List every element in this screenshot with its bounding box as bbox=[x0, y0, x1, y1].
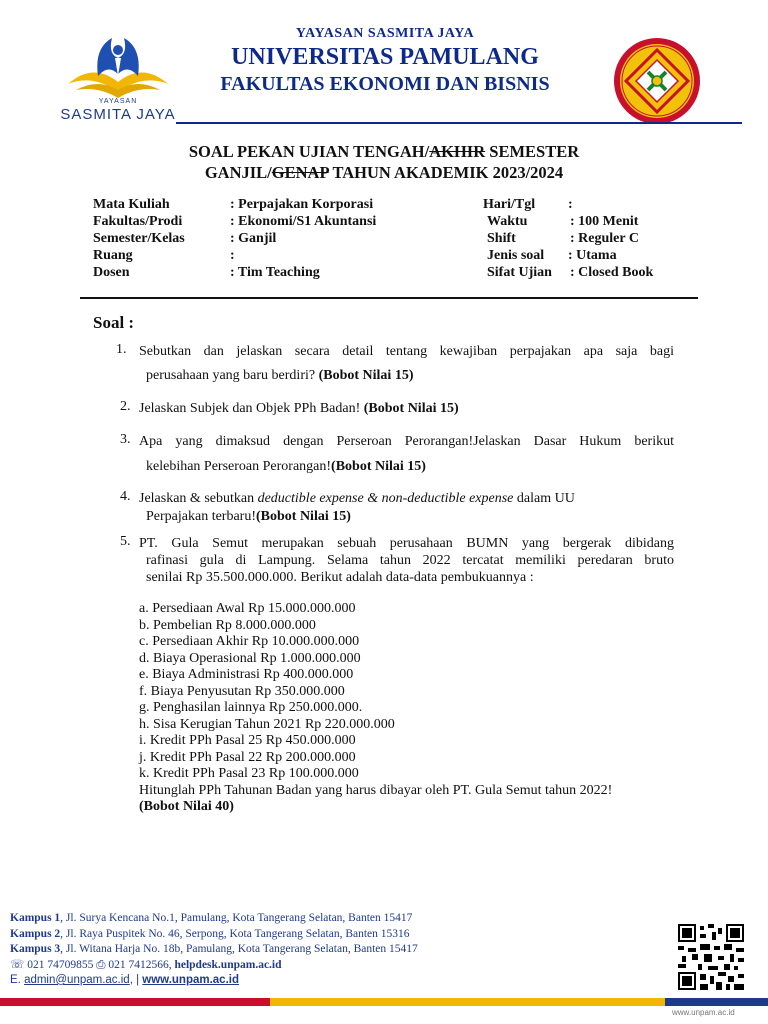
exam-title-part: GANJIL/ bbox=[204, 163, 272, 182]
email-label: E. bbox=[10, 974, 25, 986]
website-link[interactable]: www.unpam.ac.id bbox=[142, 974, 239, 986]
info-left-values bbox=[230, 196, 376, 281]
fax-icon: ⎙ bbox=[96, 958, 106, 971]
phone-icon: ☏ bbox=[10, 958, 25, 971]
logo-name-text: SASMITA JAYA bbox=[60, 106, 176, 123]
campus-1 bbox=[10, 911, 418, 927]
info-value: : Reguler C bbox=[570, 231, 639, 246]
question-weight: (Bobot Nilai 15) bbox=[256, 509, 351, 524]
campus-label: Kampus 1 bbox=[10, 912, 61, 924]
question-number: 3. bbox=[120, 432, 131, 447]
list-item: j. Kredit PPh Pasal 22 Rp 200.000.000 bbox=[139, 749, 356, 765]
question-weight: (Bobot Nilai 15) bbox=[363, 401, 459, 416]
sasmita-jaya-logo-icon bbox=[58, 28, 178, 100]
separator: , | bbox=[129, 974, 143, 986]
header-divider bbox=[176, 122, 742, 124]
question-5-closing: Hitunglah PPh Tahunan Badan yang harus dibayar oleh PT. Gula Semut tahun 2022! bbox=[139, 782, 613, 798]
info-value: : bbox=[230, 248, 235, 263]
campus-address: , Jl. Raya Puspitek No. 46, Serpong, Kota Tangerang Selatan, Banten 15316 bbox=[60, 927, 410, 940]
list-item: e. Biaya Administrasi Rp 400.000.000 bbox=[139, 667, 354, 682]
faculty-name: FAKULTAS EKONOMI DAN BISNIS bbox=[220, 73, 550, 95]
question-weight: (Bobot Nilai 15) bbox=[318, 368, 414, 383]
exam-title-struck: AKHIR bbox=[429, 142, 486, 161]
info-left-labels bbox=[93, 196, 185, 281]
info-label: Shift bbox=[487, 231, 516, 246]
question-3-line1: Apa yang dimaksud dengan Perseroan Perorangan!Jelaskan Dasar Hukum berikut bbox=[139, 434, 674, 449]
campus-address: , Jl. Surya Kencana No.1, Pamulang, Kota Tangerang Selatan, Banten 15417 bbox=[60, 912, 413, 924]
campus-label: Kampus 3 bbox=[10, 943, 61, 955]
footer-bar-gold bbox=[270, 998, 665, 1006]
footer-contact bbox=[10, 911, 418, 989]
qr-code bbox=[678, 924, 744, 990]
helpdesk-link[interactable]: helpdesk.unpam.ac.id bbox=[174, 958, 282, 971]
question-number: 5. bbox=[120, 534, 131, 549]
question-5-line3: senilai Rp 35.500.000.000. Berikut adalah data-data pembukuannya : bbox=[146, 570, 534, 585]
question-italic-text: deductible expense & non-deductible expense bbox=[257, 491, 514, 506]
question-text: Perpajakan terbaru! bbox=[146, 509, 256, 524]
fax-number: 021 7412566, bbox=[105, 958, 175, 971]
exam-title-struck: GENAP bbox=[271, 163, 329, 182]
footer-website-small: www.unpam.ac.id bbox=[672, 1008, 735, 1017]
info-value: : Ganjil bbox=[230, 231, 277, 246]
exam-title bbox=[0, 141, 768, 183]
campus-address: , Jl. Witana Harja No. 18b, Pamulang, Kota Tangerang Selatan, Banten 15417 bbox=[60, 943, 418, 955]
phone-number: 021 74709855 bbox=[24, 958, 97, 971]
qr-code-icon bbox=[678, 924, 744, 990]
info-right-values bbox=[568, 196, 653, 281]
list-item: g. Penghasilan lainnya Rp 250.000.000. bbox=[139, 700, 363, 715]
question-5-data-list bbox=[139, 601, 612, 816]
email-line bbox=[10, 973, 418, 989]
question-2-line1 bbox=[139, 399, 459, 419]
exam-title-part: SOAL PEKAN UJIAN TENGAH/ bbox=[188, 142, 430, 161]
question-5-line1: PT. Gula Semut merupakan sebuah perusahaan BUMN yang bergerak dibidang bbox=[139, 536, 674, 551]
question-weight: (Bobot Nilai 40) bbox=[139, 799, 234, 814]
footer-bar-red bbox=[0, 998, 270, 1006]
unpam-seal-icon bbox=[612, 36, 702, 126]
question-number: 4. bbox=[120, 489, 131, 504]
question-number: 2. bbox=[120, 399, 131, 414]
info-value: : Ekonomi/S1 Akuntansi bbox=[230, 214, 377, 229]
info-label: Jenis soal bbox=[487, 248, 545, 263]
soal-heading: Soal : bbox=[93, 313, 135, 332]
exam-title-part: SEMESTER bbox=[485, 142, 580, 161]
logo-small-text: YAYASAN bbox=[98, 98, 138, 105]
info-label: Hari/Tgl bbox=[483, 197, 536, 212]
list-item: h. Sisa Kerugian Tahun 2021 Rp 220.000.000 bbox=[139, 716, 395, 732]
sasmita-jaya-logo bbox=[58, 28, 178, 124]
campus-label: Kampus 2 bbox=[10, 927, 61, 940]
question-weight: (Bobot Nilai 15) bbox=[331, 459, 426, 474]
info-label: Waktu bbox=[487, 214, 528, 229]
info-label: Semester/Kelas bbox=[93, 231, 185, 246]
list-item: i. Kredit PPh Pasal 25 Rp 450.000.000 bbox=[139, 733, 356, 748]
info-right-labels bbox=[483, 196, 552, 281]
info-value: : Closed Book bbox=[570, 265, 654, 280]
university-name: UNIVERSITAS PAMULANG bbox=[231, 44, 539, 70]
list-item: k. Kredit PPh Pasal 23 Rp 100.000.000 bbox=[139, 766, 359, 781]
question-text: dalam UU bbox=[513, 491, 575, 506]
header-titles bbox=[170, 26, 600, 96]
list-item: a. Persediaan Awal Rp 15.000.000.000 bbox=[139, 601, 356, 616]
list-item: d. Biaya Operasional Rp 1.000.000.000 bbox=[139, 650, 361, 666]
info-label: Sifat Ujian bbox=[487, 265, 552, 280]
info-label: Fakultas/Prodi bbox=[93, 214, 183, 229]
question-text: Jelaskan & sebutkan bbox=[139, 491, 258, 506]
campus-2 bbox=[10, 927, 418, 943]
question-number: 1. bbox=[116, 342, 127, 357]
info-label: Dosen bbox=[93, 265, 130, 280]
question-text: Jelaskan Subjek dan Objek PPh Badan! bbox=[139, 401, 364, 416]
question-text: kelebihan Perseroan Perorangan! bbox=[146, 459, 332, 474]
foundation-name: YAYASAN SASMITA JAYA bbox=[295, 26, 475, 41]
question-1-line2 bbox=[146, 366, 413, 386]
phone-line bbox=[10, 958, 418, 974]
campus-3 bbox=[10, 942, 418, 958]
question-text: perusahaan yang baru berdiri? bbox=[146, 368, 319, 383]
info-value: : Utama bbox=[568, 248, 617, 263]
info-value: : bbox=[568, 197, 573, 212]
exam-title-part: TAHUN AKADEMIK 2023/2024 bbox=[328, 163, 564, 182]
info-label: Ruang bbox=[93, 248, 133, 263]
info-value: : 100 Menit bbox=[570, 214, 639, 229]
list-item: c. Persediaan Akhir Rp 10.000.000.000 bbox=[139, 634, 360, 649]
question-1-line1: Sebutkan dan jelaskan secara detail tentang kewajiban perpajakan apa saja bagi bbox=[139, 344, 674, 359]
exam-title-line2 bbox=[0, 162, 768, 183]
info-value: : Perpajakan Korporasi bbox=[230, 197, 374, 212]
unpam-seal bbox=[612, 36, 702, 126]
question-5-line2: rafinasi gula di Lampung. Selama tahun 2022 tercatat memiliki peredaran bruto bbox=[146, 553, 674, 568]
footer-bar-blue bbox=[665, 998, 768, 1006]
email-link[interactable]: admin@unpam.ac.id bbox=[24, 974, 130, 986]
exam-title-line1 bbox=[0, 141, 768, 162]
question-3-line2 bbox=[146, 457, 426, 477]
info-divider bbox=[80, 297, 698, 299]
info-value: : Tim Teaching bbox=[230, 265, 320, 280]
list-item: f. Biaya Penyusutan Rp 350.000.000 bbox=[139, 683, 345, 699]
question-4-line2 bbox=[146, 507, 351, 527]
question-4-line1 bbox=[139, 489, 575, 509]
list-item: b. Pembelian Rp 8.000.000.000 bbox=[139, 617, 316, 633]
info-label: Mata Kuliah bbox=[93, 197, 170, 212]
